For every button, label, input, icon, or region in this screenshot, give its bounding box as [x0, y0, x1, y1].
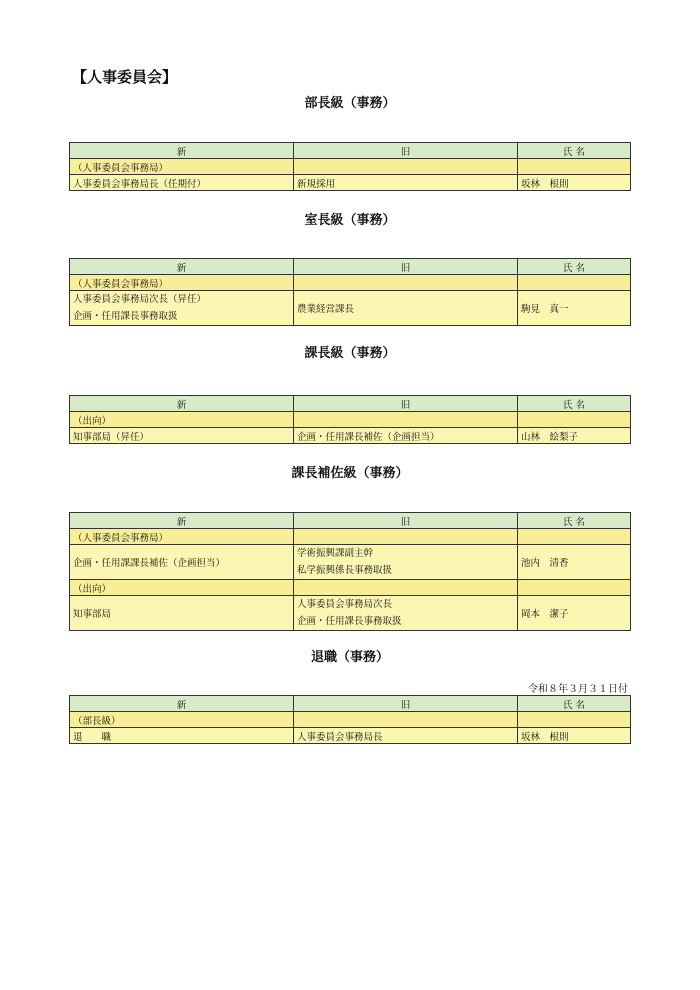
empty-cell: [518, 159, 631, 175]
header-new: 新: [70, 513, 294, 529]
table-header-row: [70, 143, 631, 159]
table-row: [70, 529, 631, 545]
category-cell: （人事委員会事務局）: [70, 275, 294, 291]
header-name: 氏 名: [518, 259, 631, 275]
header-new: 新: [70, 696, 294, 712]
personnel-table: [69, 512, 631, 631]
header-old: 旧: [294, 259, 518, 275]
empty-cell: [518, 712, 631, 728]
personnel-table: [69, 695, 631, 744]
person-name-cell: 坂林 根則: [518, 175, 631, 191]
new-position-cell: 退 職: [70, 728, 294, 744]
empty-cell: [518, 412, 631, 428]
category-cell: （出向）: [70, 412, 294, 428]
table-header-row: [70, 513, 631, 529]
header-new: 新: [70, 396, 294, 412]
person-name-cell: 池内 清香: [518, 545, 631, 580]
header-name: 氏 名: [518, 696, 631, 712]
table-header-row: [70, 396, 631, 412]
person-name-cell: 駒見 真一: [518, 291, 631, 326]
old-position-cell: [294, 596, 518, 631]
new-position-cell: 人事委員会事務局長（任期付）: [70, 175, 294, 191]
table-row: [70, 175, 631, 191]
header-name: 氏 名: [518, 396, 631, 412]
old-position-cell: 農業経営課長: [294, 291, 518, 326]
new-position-cell: 企画・任用課課長補佐（企画担当）: [70, 545, 294, 580]
empty-cell: [518, 529, 631, 545]
header-old: 旧: [294, 696, 518, 712]
category-cell: （出向）: [70, 580, 294, 596]
personnel-table: [69, 395, 631, 444]
category-cell: （部長級）: [70, 712, 294, 728]
empty-cell: [294, 580, 518, 596]
header-name: 氏 名: [518, 143, 631, 159]
header-new: 新: [70, 143, 294, 159]
header-old: 旧: [294, 396, 518, 412]
table-row: [70, 291, 631, 326]
effective-date: 令和８年３月３１日付: [528, 684, 628, 695]
table-row: [70, 596, 631, 631]
empty-cell: [294, 529, 518, 545]
new-position-cell: 知事部局（昇任）: [70, 428, 294, 444]
header-new: 新: [70, 259, 294, 275]
empty-cell: [294, 159, 518, 175]
old-position-line: 学術振興課副主幹: [297, 548, 374, 559]
empty-cell: [294, 712, 518, 728]
old-position-line: 私学振興係長事務取扱: [297, 565, 393, 576]
empty-cell: [294, 412, 518, 428]
section-title: 課長補佐級（事務）: [291, 466, 409, 481]
table-row: [70, 159, 631, 175]
new-position-cell: 知事部局: [70, 596, 294, 631]
empty-cell: [294, 275, 518, 291]
section-title: 課長級（事務）: [304, 346, 396, 361]
header-name: 氏 名: [518, 513, 631, 529]
person-name-cell: 山林 絵梨子: [518, 428, 631, 444]
category-cell: （人事委員会事務局）: [70, 529, 294, 545]
old-position-line: 人事委員会事務局次長: [297, 599, 393, 610]
new-position-cell: [70, 291, 294, 326]
table-row: [70, 428, 631, 444]
new-position-line: 企画・任用課長事務取扱: [73, 311, 178, 322]
header-old: 旧: [294, 513, 518, 529]
section-title: 部長級（事務）: [304, 96, 396, 111]
person-name-cell: 坂林 根則: [518, 728, 631, 744]
person-name-cell: 岡本 潔子: [518, 596, 631, 631]
old-position-line: 企画・任用課長事務取扱: [297, 616, 402, 627]
table-row: [70, 412, 631, 428]
table-row: [70, 712, 631, 728]
table-row: [70, 728, 631, 744]
header-old: 旧: [294, 143, 518, 159]
personnel-table: [69, 142, 631, 191]
table-row: [70, 545, 631, 580]
table-header-row: [70, 259, 631, 275]
table-row: [70, 275, 631, 291]
old-position-cell: 企画・任用課長補佐（企画担当）: [294, 428, 518, 444]
empty-cell: [518, 275, 631, 291]
table-header-row: [70, 696, 631, 712]
old-position-cell: 人事委員会事務局長: [294, 728, 518, 744]
old-position-cell: 新規採用: [294, 175, 518, 191]
category-cell: （人事委員会事務局）: [70, 159, 294, 175]
document-title: 【人事委員会】: [72, 68, 178, 86]
section-title: 室長級（事務）: [304, 213, 396, 228]
new-position-line: 人事委員会事務局次長（昇任）: [73, 294, 207, 305]
personnel-table: [69, 258, 631, 326]
empty-cell: [518, 580, 631, 596]
section-title: 退職（事務）: [310, 650, 389, 665]
old-position-cell: [294, 545, 518, 580]
table-row: [70, 580, 631, 596]
